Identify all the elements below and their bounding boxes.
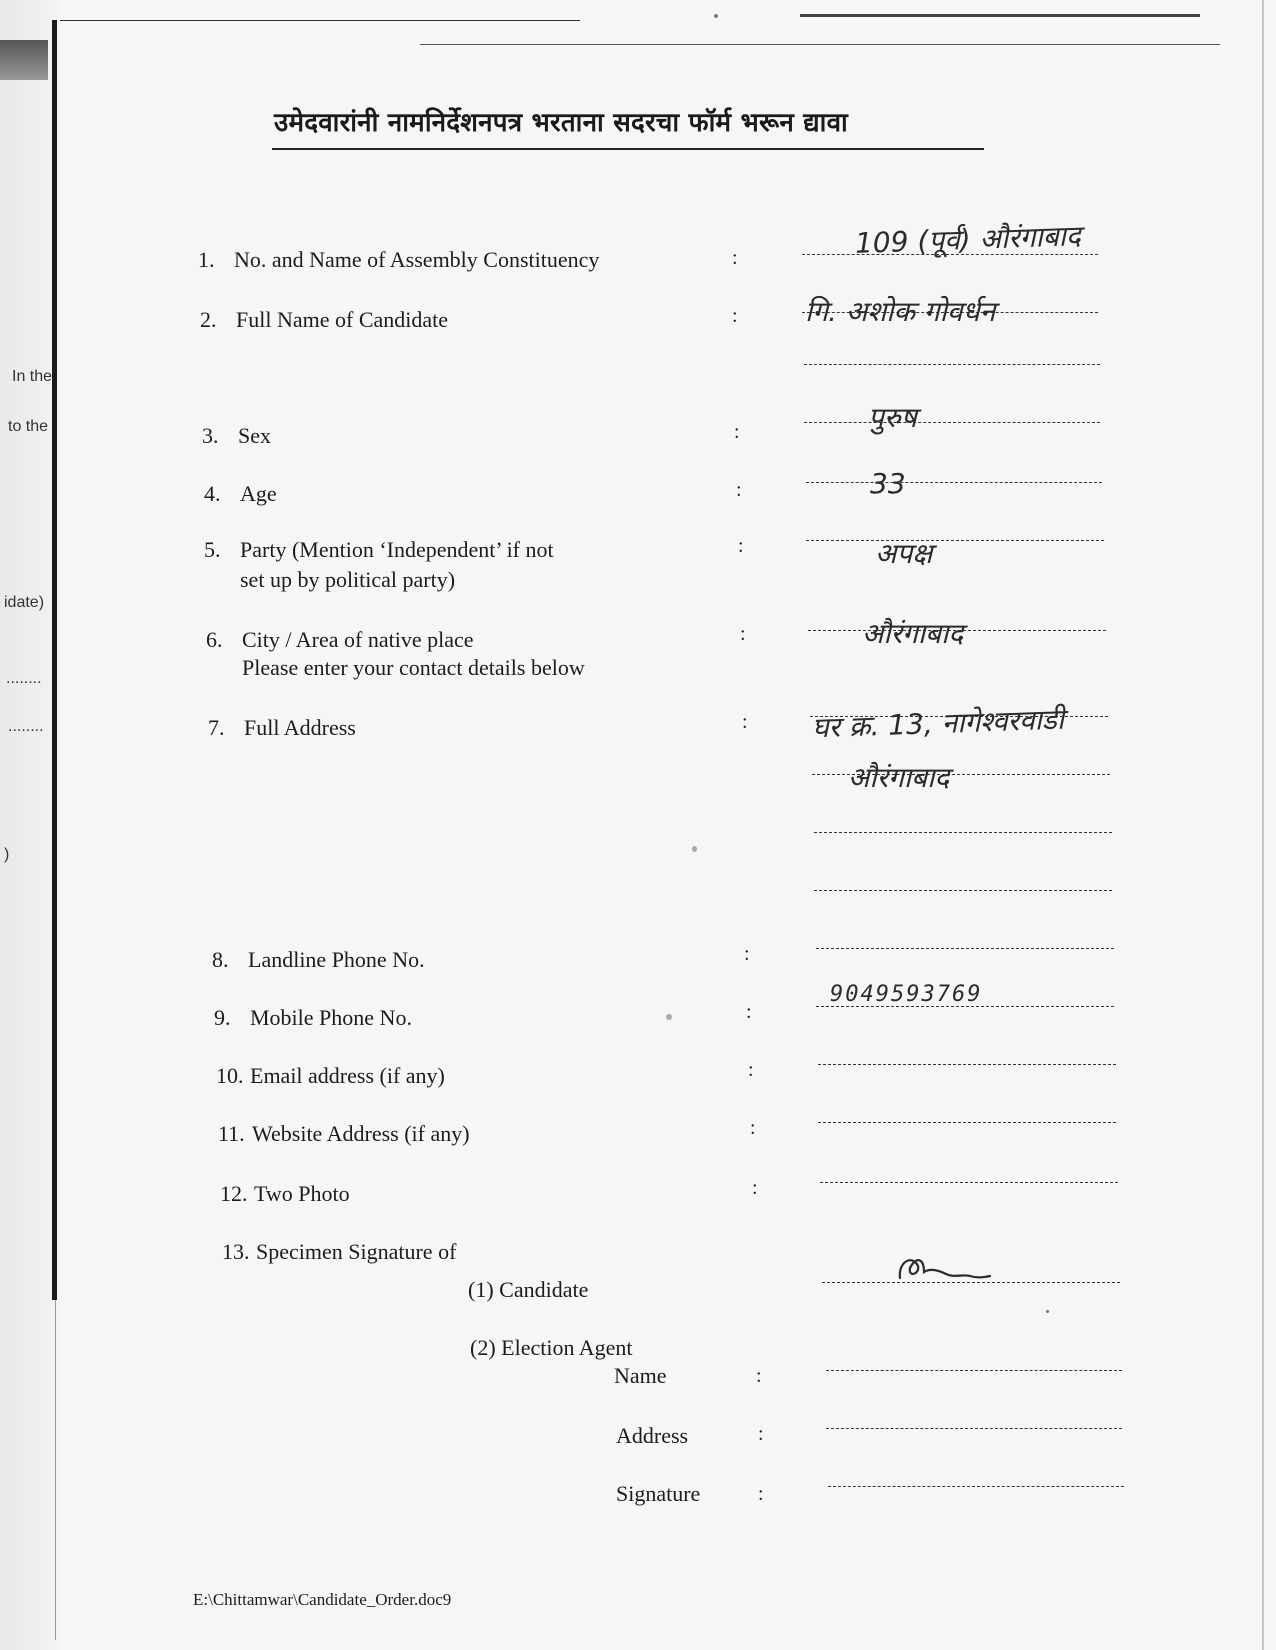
field-colon: : xyxy=(758,1423,764,1445)
agent-name-label: Name xyxy=(614,1363,667,1388)
field-line xyxy=(806,482,1102,483)
footer-file-path: E:\Chittamwar\Candidate_Order.doc9 xyxy=(193,1590,452,1609)
field-number: 10. xyxy=(216,1063,244,1088)
page-spine-line-lower xyxy=(55,1300,56,1640)
margin-fragment: ........ xyxy=(6,670,42,687)
field-label-photo: Two Photo xyxy=(254,1181,350,1206)
field-colon: : xyxy=(732,305,738,327)
election-agent-label: (2) Election Agent xyxy=(470,1335,633,1360)
field-colon: : xyxy=(756,1365,762,1387)
field-number: 11. xyxy=(218,1121,245,1146)
field-label-specimen-signature: Specimen Signature of xyxy=(256,1239,457,1264)
field-colon: : xyxy=(758,1483,764,1505)
agent-address-label: Address xyxy=(616,1423,689,1448)
handwritten-full-name: गि. अशोक गोवर्धन xyxy=(805,295,996,328)
field-colon: : xyxy=(732,247,738,269)
field-number: 5. xyxy=(204,537,221,562)
margin-fragment: to the xyxy=(8,418,49,435)
handwritten-city: औरंगाबाद xyxy=(862,617,964,650)
field-line xyxy=(826,1370,1122,1371)
handwritten-party: अपक्ष xyxy=(875,537,933,570)
field-colon: : xyxy=(734,421,740,443)
field-number: 13. xyxy=(222,1239,250,1264)
field-number: 1. xyxy=(198,247,215,272)
page-spine-line xyxy=(52,20,57,1300)
field-label-city: City / Area of native place xyxy=(242,627,474,652)
margin-fragment: In the xyxy=(12,368,53,385)
field-line xyxy=(818,1064,1116,1065)
field-label-party-line2: set up by political party) xyxy=(240,567,456,592)
top-rule xyxy=(60,20,580,21)
scan-speck xyxy=(692,846,697,852)
handwritten-address-line1: घर क्र. 13, नागेश्वरवाडी xyxy=(811,702,1065,745)
handwritten-sex: पुरुष xyxy=(868,401,917,434)
scan-left-edge xyxy=(0,0,60,1650)
field-line xyxy=(826,1428,1122,1429)
agent-signature-label: Signature xyxy=(616,1481,701,1506)
field-label-mobile: Mobile Phone No. xyxy=(250,1005,412,1030)
field-line xyxy=(820,1182,1118,1183)
title-underline xyxy=(272,148,984,150)
field-colon: : xyxy=(752,1177,758,1199)
field-label-sex: Sex xyxy=(238,423,271,448)
binding-corner xyxy=(0,40,48,80)
handwritten-address-line2: औरंगाबाद xyxy=(848,761,950,794)
field-label-landline: Landline Phone No. xyxy=(248,947,425,972)
scan-speck xyxy=(666,1014,672,1020)
candidate-signature-scribble xyxy=(890,1248,1010,1288)
field-line xyxy=(804,422,1100,423)
field-line xyxy=(828,1486,1124,1487)
field-line xyxy=(818,1122,1116,1123)
handwritten-age: 33 xyxy=(870,467,906,500)
field-label-contact-note: Please enter your contact details below xyxy=(242,655,585,680)
field-number: 3. xyxy=(202,423,219,448)
field-number: 8. xyxy=(212,947,229,972)
field-colon: : xyxy=(744,943,750,965)
margin-fragment: idate) xyxy=(4,594,45,611)
field-label-full-address: Full Address xyxy=(244,715,356,740)
margin-fragment: ) xyxy=(4,846,10,863)
field-colon: : xyxy=(746,1001,752,1023)
handwritten-mobile-number: 9049593769 xyxy=(830,982,983,1007)
field-line xyxy=(814,832,1112,833)
field-number: 9. xyxy=(214,1005,231,1030)
field-number: 7. xyxy=(208,715,225,740)
field-colon: : xyxy=(740,623,746,645)
handwritten-constituency: 109 (पूर्व) औरंगाबाद xyxy=(854,219,1082,260)
field-line xyxy=(804,364,1100,365)
field-line xyxy=(816,948,1114,949)
right-page-edge xyxy=(1262,0,1264,1650)
field-label-email: Email address (if any) xyxy=(250,1063,445,1088)
field-colon: : xyxy=(748,1059,754,1081)
field-label-website: Website Address (if any) xyxy=(252,1121,470,1146)
top-rule xyxy=(420,44,1220,45)
field-colon: : xyxy=(742,711,748,733)
field-label-full-name: Full Name of Candidate xyxy=(236,307,449,332)
field-label-age: Age xyxy=(240,481,277,506)
field-label-constituency: No. and Name of Assembly Constituency xyxy=(234,247,600,272)
top-rule xyxy=(800,14,1200,17)
field-colon: : xyxy=(736,479,742,501)
margin-fragment: ........ xyxy=(8,718,44,735)
scan-speck xyxy=(714,14,718,18)
field-number: 4. xyxy=(204,481,221,506)
field-number: 12. xyxy=(220,1181,248,1206)
scan-speck xyxy=(1046,1310,1049,1313)
field-colon: : xyxy=(750,1117,756,1139)
field-number: 6. xyxy=(206,627,223,652)
field-colon: : xyxy=(738,535,744,557)
field-number: 2. xyxy=(200,307,217,332)
field-line xyxy=(814,890,1112,891)
field-label-party: Party (Mention ‘Independent’ if not xyxy=(240,537,554,562)
candidate-signature-label: (1) Candidate xyxy=(468,1277,589,1302)
field-line xyxy=(806,540,1104,541)
form-title: उमेदवारांनी नामनिर्देशनपत्र भरताना सदरचा फॉर्म भरून द्यावा xyxy=(274,108,848,138)
